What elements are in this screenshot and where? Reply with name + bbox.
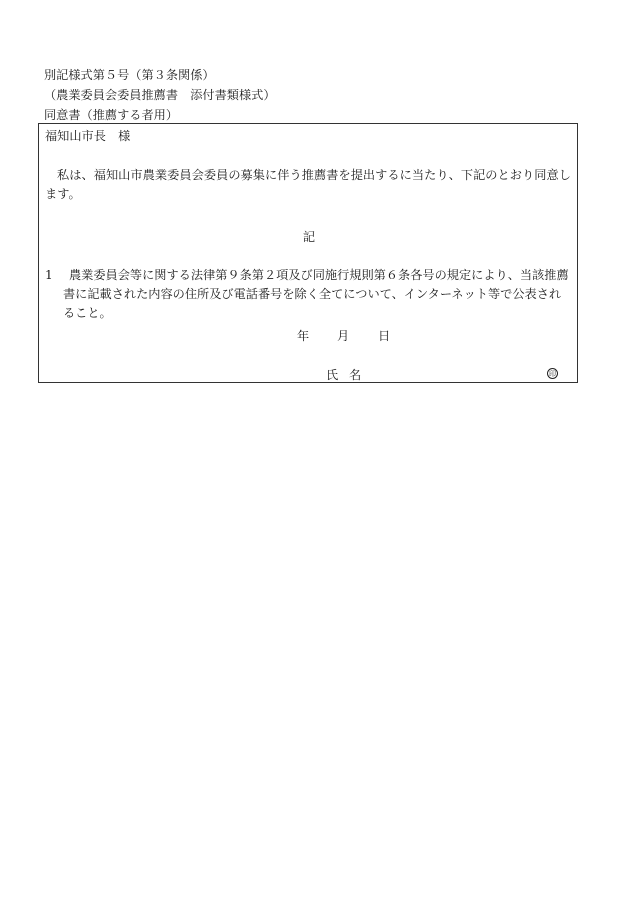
- month-label: 月: [337, 329, 350, 343]
- day-label: 日: [378, 329, 391, 343]
- form-number-line: 別記様式第５号（第３条関係）: [44, 68, 215, 82]
- addressee: 福知山市長 様: [45, 129, 131, 143]
- consent-form-box: [38, 123, 578, 383]
- item-number: 1: [45, 268, 53, 282]
- name-label-mei: 名: [349, 368, 362, 382]
- name-label-shi: 氏: [326, 368, 339, 382]
- consent-item: [45, 266, 573, 323]
- consent-statement: 私は、福知山市農業委員会委員の募集に伴う推薦書を提出するに当たり、下記のとおり同意します。: [45, 168, 571, 201]
- form-title: 同意書（推薦する者用）: [44, 108, 179, 122]
- seal-icon: 印: [549, 370, 556, 378]
- ki-heading: 記: [302, 230, 316, 244]
- item-text: 農業委員会等に関する法律第９条第２項及び同施行規則第６条各号の規定により、当該推薦書に記載された内容の住所及び電話番号を除く全てについて、インターネット等で公表されること。: [63, 268, 569, 320]
- form-header: [44, 65, 584, 125]
- form-purpose-line: （農業委員会委員推薦書 添付書類様式）: [44, 88, 276, 102]
- year-label: 年: [297, 329, 310, 343]
